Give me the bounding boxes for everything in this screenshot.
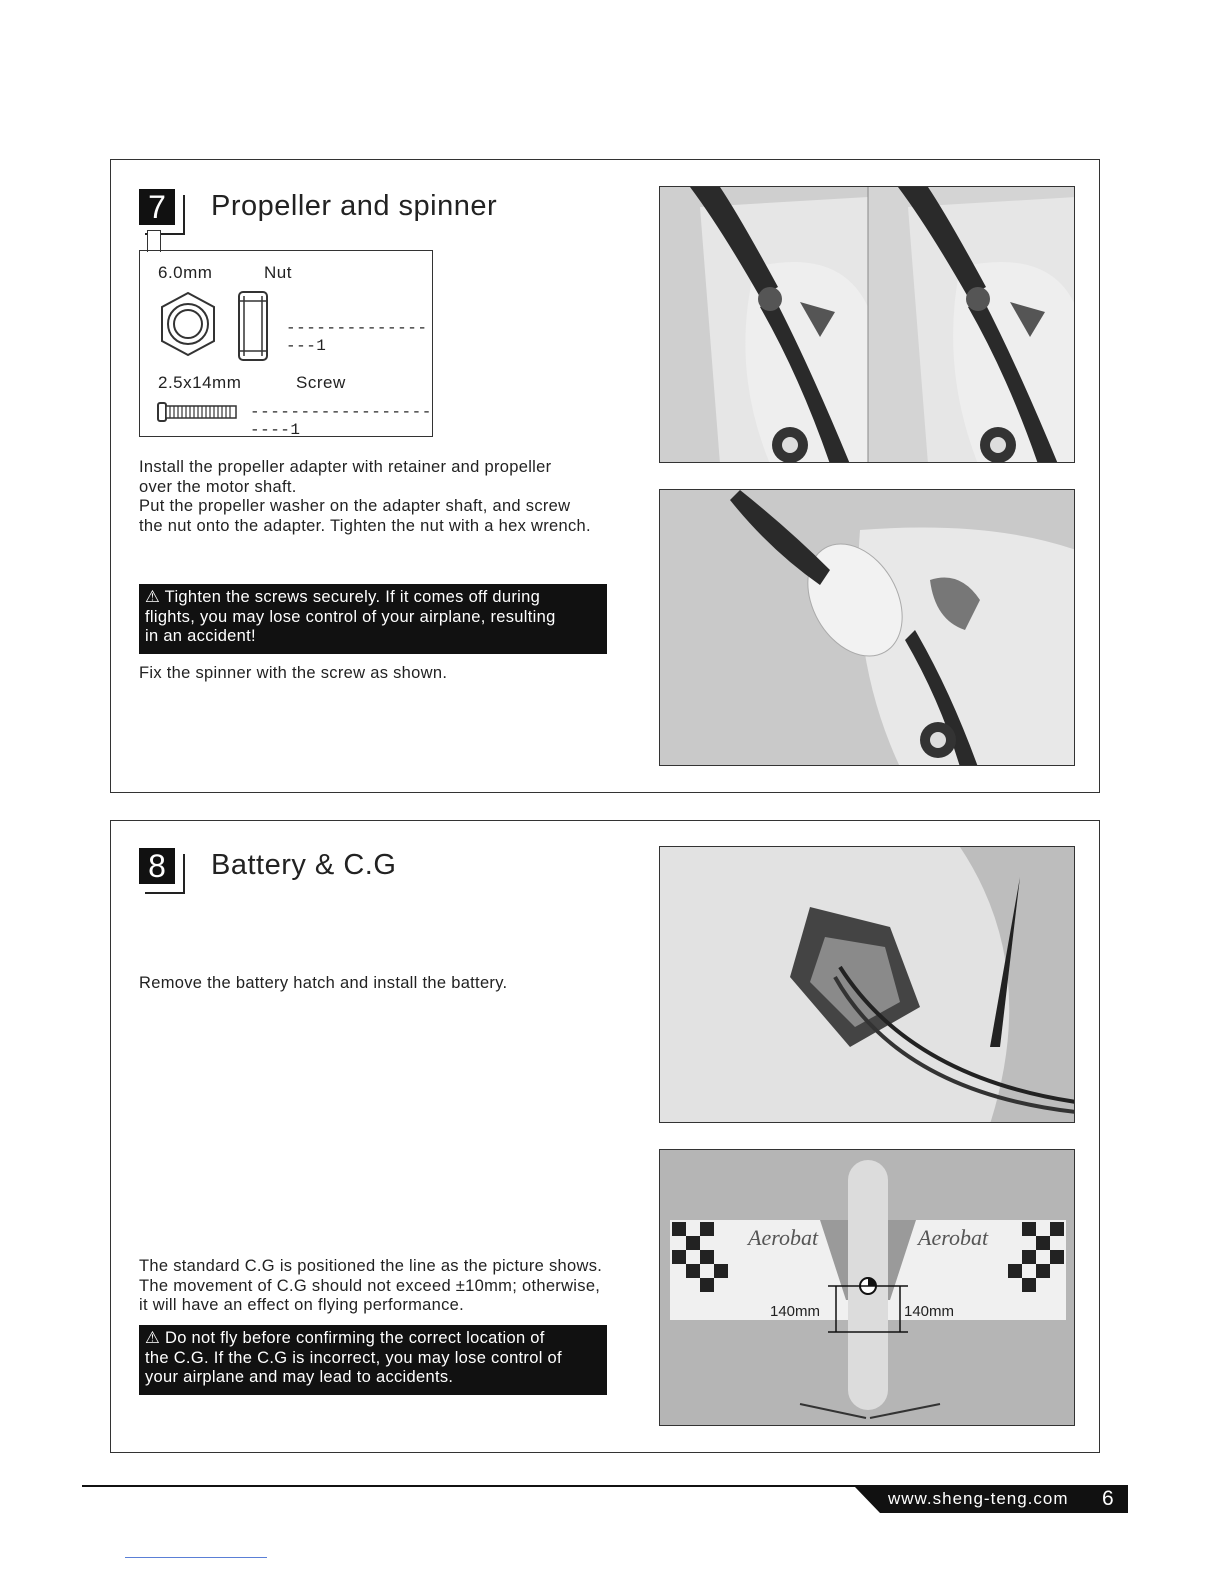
battery-photo-illustration: [660, 847, 1075, 1123]
nut-icon: [156, 289, 296, 365]
battery-note: Remove the battery hatch and install the battery.: [139, 974, 508, 992]
cg-distance-left: 140mm: [770, 1303, 821, 1320]
cg-distance-right: 140mm: [904, 1303, 955, 1320]
instruction-line: Install the propeller adapter with retainer and propeller: [139, 458, 552, 476]
wing-logo-left: Aerobat: [748, 1225, 819, 1250]
cg-line: The movement of C.G should not exceed ±10mm; otherwise,: [139, 1276, 601, 1295]
screw-quantity: ----------------------1: [250, 403, 432, 439]
bottom-underline: [125, 1557, 267, 1558]
warning-line: your airplane and may lead to accidents.: [145, 1368, 454, 1386]
nut-quantity: -----------------1: [286, 319, 428, 355]
warning-line: ⚠ Tighten the screws securely. If it comes off during: [145, 588, 541, 606]
page-number: 6: [1102, 1487, 1114, 1510]
install-instructions: [139, 458, 591, 536]
cg-line: The standard C.G is positioned the line as the picture shows.: [139, 1257, 603, 1275]
hardware-parts-box: [139, 250, 433, 437]
footer-website: www.sheng-teng.com: [888, 1489, 1069, 1508]
step-7-section: [110, 159, 1100, 793]
warning-box: [139, 1325, 607, 1395]
step-number-badge: 8: [139, 848, 175, 884]
step-8-section: [110, 820, 1100, 1453]
footer-rule: [82, 1485, 1128, 1487]
screw-label: Screw: [296, 373, 346, 392]
warning-line: the C.G. If the C.G is incorrect, you may lose control of: [145, 1348, 562, 1367]
spinner-photo-illustration: [660, 490, 1075, 766]
nut-size: 6.0mm: [158, 263, 213, 282]
spinner-note: Fix the spinner with the screw as shown.: [139, 664, 448, 682]
instruction-line: over the motor shaft.: [139, 477, 297, 496]
cg-line: it will have an effect on flying performance.: [139, 1296, 465, 1314]
cg-description: [139, 1257, 602, 1316]
instruction-line: Put the propeller washer on the adapter shaft, and screw: [139, 497, 571, 515]
nut-label: Nut: [264, 263, 292, 282]
cg-photo-illustration: [660, 1150, 1075, 1426]
propeller-photo-illustration: [660, 187, 1075, 463]
screw-icon: [156, 399, 240, 425]
hardware-box-connector: [147, 230, 161, 252]
warning-box: [139, 584, 607, 654]
screw-size: 2.5x14mm: [158, 373, 242, 392]
step-title: Battery & C.G: [211, 849, 397, 881]
propeller-assembly-photo: [659, 186, 1075, 463]
warning-line: flights, you may lose control of your airplane, resulting: [145, 607, 556, 626]
spinner-photo: [659, 489, 1075, 766]
battery-hatch-photo: [659, 846, 1075, 1123]
warning-line: ⚠ Do not fly before confirming the correct location of: [145, 1329, 545, 1347]
wing-logo-right: Aerobat: [918, 1225, 989, 1250]
step-title: Propeller and spinner: [211, 190, 498, 222]
step-number-badge: 7: [139, 189, 175, 225]
warning-line: in an accident!: [145, 627, 256, 645]
instruction-line: the nut onto the adapter. Tighten the nut with a hex wrench.: [139, 516, 591, 535]
cg-location-photo: [659, 1149, 1075, 1426]
